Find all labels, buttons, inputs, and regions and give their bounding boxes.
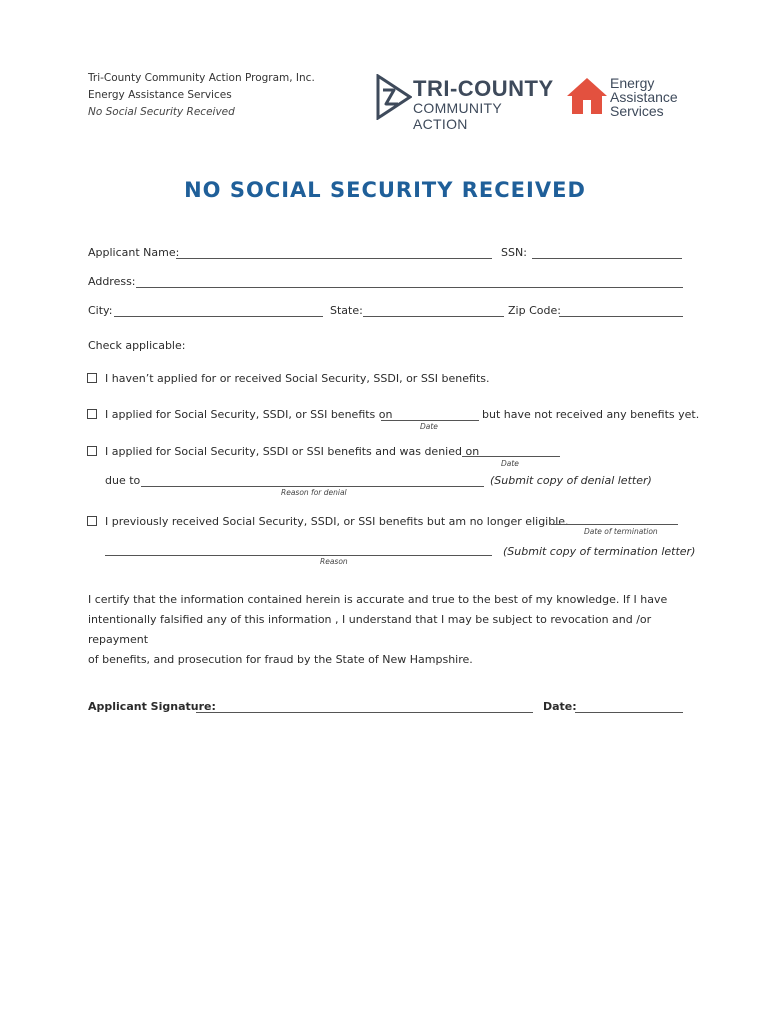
- department-name: Energy Assistance Services: [88, 89, 232, 101]
- energy-logo-line2: Assistance: [610, 89, 678, 105]
- tri-county-logo-top: TRI-COUNTY: [413, 76, 554, 101]
- tri-county-logo: [376, 74, 556, 132]
- signature-label: Applicant Signature:: [88, 700, 216, 713]
- house-icon: [566, 76, 608, 116]
- option2-text-a: I applied for Social Security, SSDI, or SSI benefits on: [105, 408, 393, 421]
- signature-date-field[interactable]: [575, 712, 683, 713]
- signature-date-label: Date:: [543, 700, 577, 713]
- termination-date-caption: Date of termination: [584, 527, 658, 536]
- option1-text: I haven’t applied for or received Social Security, SSDI, or SSI benefits.: [105, 372, 490, 385]
- energy-assistance-logo: [566, 74, 696, 120]
- city-field[interactable]: [114, 316, 323, 317]
- option2-checkbox[interactable]: [87, 409, 97, 419]
- termination-letter-note: (Submit copy of termination letter): [503, 545, 696, 558]
- option3-due-label: due to: [105, 474, 141, 487]
- option2-date-field[interactable]: [381, 420, 479, 421]
- option4-text: I previously received Social Security, SSDI, or SSI benefits but am no longer eligible.: [105, 515, 569, 528]
- zip-label: Zip Code:: [508, 304, 561, 317]
- option3-date-caption: Date: [501, 459, 519, 468]
- option3-text: I applied for Social Security, SSDI or SSI benefits and was denied on: [105, 445, 480, 458]
- option3-date-field[interactable]: [462, 456, 560, 457]
- tri-county-logo-bottom: COMMUNITY ACTION: [413, 100, 502, 132]
- applicant-name-label: Applicant Name:: [88, 246, 180, 259]
- denial-reason-field[interactable]: [141, 486, 484, 487]
- denial-reason-caption: Reason for denial: [281, 488, 347, 497]
- signature-field[interactable]: [196, 712, 533, 713]
- address-label: Address:: [88, 275, 136, 288]
- form-title: NO SOCIAL SECURITY RECEIVED: [184, 178, 586, 202]
- check-applicable-label: Check applicable:: [88, 339, 186, 352]
- form-subtitle: No Social Security Received: [88, 106, 235, 118]
- ssn-field[interactable]: [532, 258, 682, 259]
- option2-date-caption: Date: [420, 422, 438, 431]
- zip-field[interactable]: [559, 316, 683, 317]
- address-field[interactable]: [136, 287, 683, 288]
- city-label: City:: [88, 304, 113, 317]
- certification-line1: I certify that the information contained herein is accurate and true to the best of my knowledge. If I have: [88, 593, 668, 606]
- energy-logo-line1: Energy: [610, 75, 655, 91]
- state-label: State:: [330, 304, 363, 317]
- energy-logo-line3: Services: [610, 103, 664, 119]
- ssn-label: SSN:: [501, 246, 527, 259]
- denial-letter-note: (Submit copy of denial letter): [490, 474, 652, 487]
- option4-checkbox[interactable]: [87, 516, 97, 526]
- certification-line2: intentionally falsified any of this information , I understand that I may be subject to revocation and /or repayment: [88, 613, 652, 646]
- option2-text-b: but have not received any benefits yet.: [482, 408, 700, 421]
- option3-checkbox[interactable]: [87, 446, 97, 456]
- certification-line3: of benefits, and prosecution for fraud by the State of New Hampshire.: [88, 653, 473, 666]
- option1-checkbox[interactable]: [87, 373, 97, 383]
- tri-county-triangle-icon: [376, 74, 412, 120]
- state-field[interactable]: [363, 316, 504, 317]
- certification-paragraph: [88, 590, 698, 670]
- termination-date-field[interactable]: [553, 524, 678, 525]
- org-name: Tri-County Community Action Program, Inc.: [88, 72, 315, 84]
- termination-reason-field[interactable]: [105, 555, 492, 556]
- termination-reason-caption: Reason: [320, 557, 348, 566]
- applicant-name-field[interactable]: [176, 258, 492, 259]
